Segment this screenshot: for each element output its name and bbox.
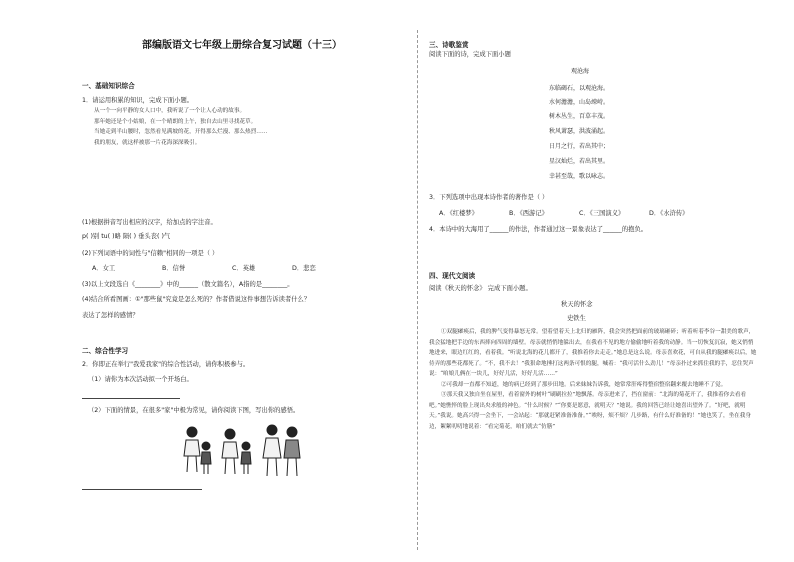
option-c[interactable]: C．《三国演义》 <box>579 210 625 217</box>
option-b[interactable]: B．《西游记》 <box>509 210 548 217</box>
poem-line: 星汉灿烂，若出其里。 <box>549 158 610 165</box>
option-c[interactable]: C．英雄 <box>232 265 256 272</box>
passage-paragraph: 从一个一向平静的女人口中，我听说了一个让人心动的故事。 <box>94 108 246 114</box>
answer-line[interactable] <box>82 489 202 490</box>
poem-line: 秋风萧瑟，洪波涌起。 <box>549 128 610 135</box>
essay-paragraph: ②可我却一直都不知道，她的病已经到了那步田地。后来妹妹告诉我，她常常肝疼得整宿整宿翻来覆去地睡不了觉。 <box>441 381 727 388</box>
question-1-2: (2)下列词语中的词性与"信赖"相同的一项是（ ） <box>82 250 219 257</box>
section-heading-4: 四、现代文阅读 <box>429 272 476 280</box>
option-a[interactable]: A．女工 <box>92 265 116 272</box>
essay-paragraph: ③那天我又独自坐在屋里，看着窗外的树叶“刷刷拉拉”地飘落。母亲进来了，挡在窗前：“北海的菊花开了，我推着你去看看吧。”她憔悴的脸上现出央求般的神色。“什么时候？”“你要是愿意，就明天？”她说。我的回答已经让她喜出望外了。“好吧，就明天。”我说。她高兴得一会坐下，一会站起：“那就赶紧准备准备。”“唉呀，烦不烦？几步路，有什么好准备的！”她也笑了，坐在我身边，絮絮叨叨地说着：“看完菊花，咱们就去“仿膳” <box>429 392 751 430</box>
section-heading-2: 二、综合性学习 <box>82 347 129 355</box>
question-1-1-blanks[interactable]: p( )别 tu( )略 陨( ) 垂头丧( )气 <box>82 233 171 240</box>
question-2-1: （1）请你为本次活动拟一个开场白。 <box>88 376 193 383</box>
essay-paragraph: ①双腿瘫痪后，我的脾气变得暴怒无常。望着望着天上北归的雁阵，我会突然把面前的玻璃砸碎；听着听着李谷一甜美的歌声，我会猛地把手边的东西摔向四周的墙壁。母亲就悄悄地躲出去，在我看不见的地方偷偷地听着我的动静。当一切恢复沉寂，她又悄悄地进来，眼边红红的，看着我。“听说北海的花儿都开了，我推着你去走走。”她总是这么说。母亲喜欢花，可自从我的腿瘫痪以后，她侍弄的那些花都死了。“不，我不去！”我狠命地捶打这两条可恨的腿，喊着：“我可活什么劲儿！”母亲扑过来抓住我的手，忍住哭声说：“咱娘儿俩在一块儿，好好儿活，好好儿活……” <box>429 329 757 377</box>
question-1-4: (4)结合所看图画：①"那些鼠"究竟是怎么死的？作者借说这件事想告诉读者什么？ <box>82 296 311 303</box>
poem-line: 水何澹澹，山岛竦峙。 <box>549 99 610 106</box>
question-3-intro: 阅读下面的诗，完成下面小题 <box>429 51 511 58</box>
poem-line: 东临碣石，以观沧海。 <box>549 85 610 92</box>
option-a[interactable]: A．《红楼梦》 <box>439 210 478 217</box>
question-1-1: (1)根据拼音写出相应的汉字，给加点的字注音。 <box>82 219 217 226</box>
question-3-1: 3．下列选项中出现本诗作者的著作是（ ） <box>429 194 549 201</box>
poem-line: 幸甚至哉，歌以咏志。 <box>549 173 610 180</box>
essay-body <box>429 327 759 517</box>
question-2-intro: 2．你即正在举行"我爱我家"的综合性活动，请你积极参与。 <box>82 361 250 368</box>
question-1-intro: 1．请运用积累的知识，完成下面小题。 <box>82 97 194 104</box>
essay-author: 史铁生 <box>567 315 586 322</box>
option-d[interactable]: D．《水浒传》 <box>649 210 689 217</box>
poem-line: 树木丛生，百草丰茂。 <box>549 113 610 120</box>
question-5-intro: 阅读《秋天的怀念》 完成下面小题。 <box>429 285 532 292</box>
poem-line: 日月之行，若出其中； <box>549 143 610 150</box>
page-title: 部编版语文七年级上册综合复习试题（十三） <box>142 40 342 51</box>
question-2-2: （2）下面的情景，在很多"家"中极为常见，请你阅读下图，写出你的感悟。 <box>88 407 300 414</box>
passage-paragraph: 我的朋友，就这样被那一片花海深深吸引。 <box>94 139 201 146</box>
question-4: 4．本诗中的大海用了______的作法，作者通过这一景象表达了______的抱负。 <box>429 226 648 233</box>
family-scene-illustration <box>180 422 305 482</box>
passage-paragraph: 当她走到半山腰时，忽然看见满坡的花，开得那么烂漫、那么热烈…… <box>94 129 268 135</box>
question-1-3: (3)以上文段选自《________》中的______（散文篇名），A指的是________。 <box>82 281 294 288</box>
option-d[interactable]: D．悲恋 <box>292 265 316 272</box>
question-1-4-continued: 表达了怎样的感情？ <box>82 312 139 319</box>
column-divider <box>417 30 418 550</box>
section-heading-1: 一、基础知识综合 <box>82 82 135 90</box>
passage-paragraph: 那年她还是个小姑娘，在一个晴朗的上午，独自去山里寻找花草。 <box>94 118 257 125</box>
reading-passage <box>82 106 412 210</box>
poem-title: 观沧海 <box>571 68 590 75</box>
section-heading-3: 三、诗歌鉴赏 <box>429 41 469 49</box>
option-b[interactable]: B．信誉 <box>162 265 186 272</box>
essay-title: 秋天的怀念 <box>561 301 593 308</box>
answer-line[interactable] <box>82 398 180 399</box>
